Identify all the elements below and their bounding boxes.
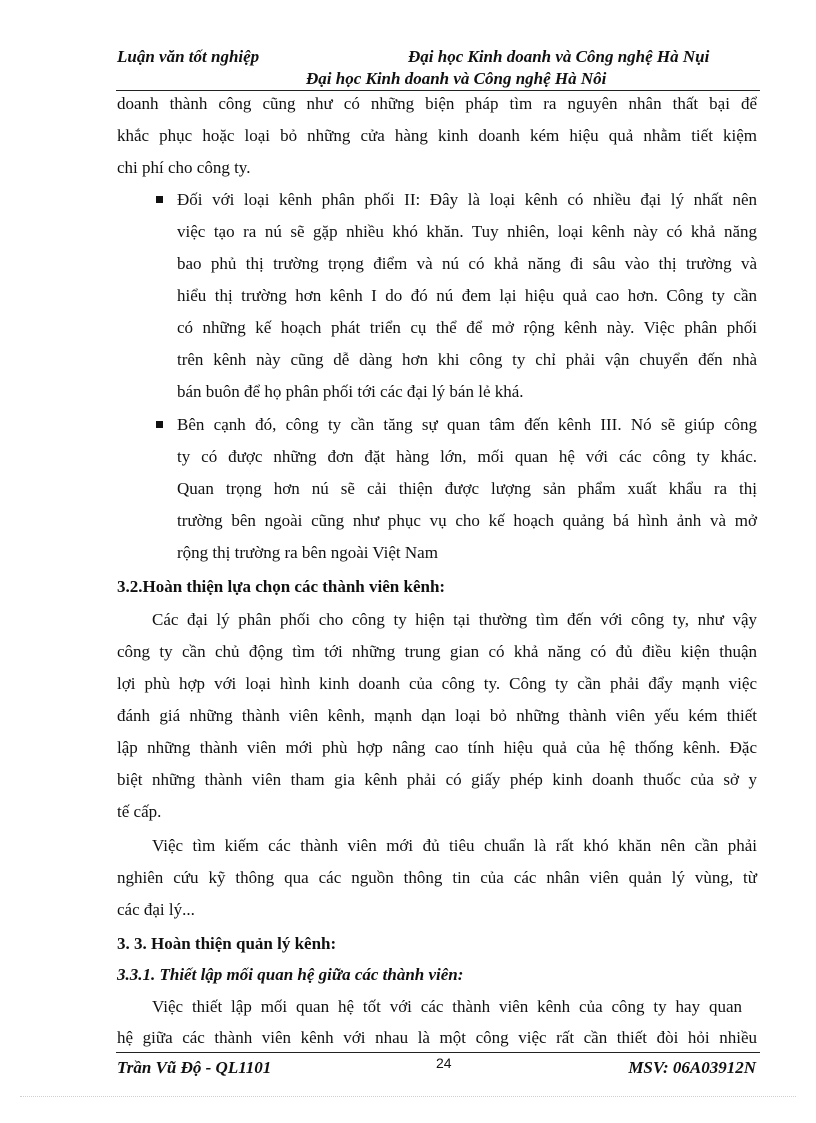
paragraph-line: Việc tìm kiếm các thành viên mới đủ tiêu chuẩn là rất khó khăn nên cần phải [152,836,757,855]
bullet2-line: rộng thị trường ra bên ngoài Việt Nam [177,543,438,562]
paragraph-line: lập những thành viên mới phù hợp nâng cao tính hiệu quả của hệ thống kênh. Đặc [117,738,757,757]
bullet1-line: việc tạo ra nú sẽ gặp nhiều khó khăn. Tuy nhiên, loại kênh này có khả năng [177,222,757,241]
header-left: Luận văn tốt nghiệp [117,47,260,66]
bullet2-line: ty có được những đơn đặt hàng lớn, mối quan hệ với các công ty khác. [177,447,757,466]
bullet1-line: bao phủ thị trường trọng điểm và nú có khả năng đi sâu vào thị trường và [177,254,757,273]
intro-line: doanh thành công cũng như có những biện pháp tìm ra nguyên nhân thất bại để [117,94,757,113]
header-rule [116,90,760,91]
paragraph-line: Việc thiết lập mối quan hệ tốt với các thành viên kênh của công ty hay quan [152,997,742,1016]
subsection-heading: 3.3.1. Thiết lập mối quan hệ giữa các thành viên: [117,965,464,984]
bullet-marker [156,196,163,203]
bullet1-line: bán buôn để họ phân phối tới các đại lý bán lẻ khá. [177,382,524,401]
section-heading: 3. 3. Hoàn thiện quản lý kênh: [117,934,337,953]
page-number: 24 [436,1055,452,1071]
intro-line: chi phí cho công ty. [117,158,251,177]
paragraph-line: lợi phù hợp với loại hình kinh doanh của công ty. Công ty cần phải đẩy mạnh việc [117,674,757,693]
bullet2-line: Bên cạnh đó, công ty cần tăng sự quan tâm đến kênh III. Nó sẽ giúp công [177,415,757,434]
footer-author: Trần Vũ Độ - QL1101 [117,1058,272,1077]
page-break-line [20,1096,796,1097]
bullet1-line: có những kế hoạch phát triển cụ thể để mở rộng kênh này. Việc phân phối [177,318,757,337]
paragraph-line: đánh giá những thành viên kênh, mạnh dạn loại bỏ những thành viên yếu kém thiết [117,706,757,725]
header-right: Đại học Kinh doanh và Công nghệ Hà Nụi [408,47,710,66]
paragraph-line: công ty cần chủ động tìm tới những trung gian có khả năng có đủ điều kiện thuận [117,642,757,661]
footer-student-id: MSV: 06A03912N [628,1058,756,1077]
paragraph-line: các đại lý... [117,900,195,919]
paragraph-line: tế cấp. [117,802,162,821]
section-heading: 3.2.Hoàn thiện lựa chọn các thành viên kênh: [117,577,446,596]
bullet2-line: Quan trọng hơn nú sẽ cải thiện được lượng sản phẩm xuất khẩu ra thị [177,479,757,498]
paragraph-line: nghiên cứu kỹ thông qua các nguồn thông tin của các nhân viên quản lý vùng, từ [117,868,757,887]
bullet-marker [156,421,163,428]
paragraph-line: biệt những thành viên tham gia kênh phải có giấy phép kinh doanh thuốc của sở y [117,770,757,789]
paragraph-line: hệ giữa các thành viên kênh với nhau là một công việc rất cần thiết đòi hỏi nhiều [117,1028,757,1047]
footer-rule [116,1052,760,1053]
header-line2: Đại học Kinh doanh và Công nghệ Hà Nôi [306,69,607,88]
bullet1-line: trên kênh này cũng dễ dàng hơn khi công ty chỉ phải vận chuyển đến nhà [177,350,757,369]
bullet1-line: Đối với loại kênh phân phối II: Đây là loại kênh có nhiều đại lý nhất nên [177,190,757,209]
bullet2-line: trường bên ngoài cũng như phục vụ cho kế hoạch quảng bá hình ảnh và mở [177,511,757,530]
paragraph-line: Các đại lý phân phối cho công ty hiện tại thường tìm đến với công ty, như vậy [152,610,757,629]
bullet1-line: hiểu thị trường hơn kênh I do đó nú đem lại hiệu quả cao hơn. Công ty cần [177,286,757,305]
intro-line: khắc phục hoặc loại bỏ những cửa hàng kinh doanh kém hiệu quả nhằm tiết kiệm [117,126,757,145]
